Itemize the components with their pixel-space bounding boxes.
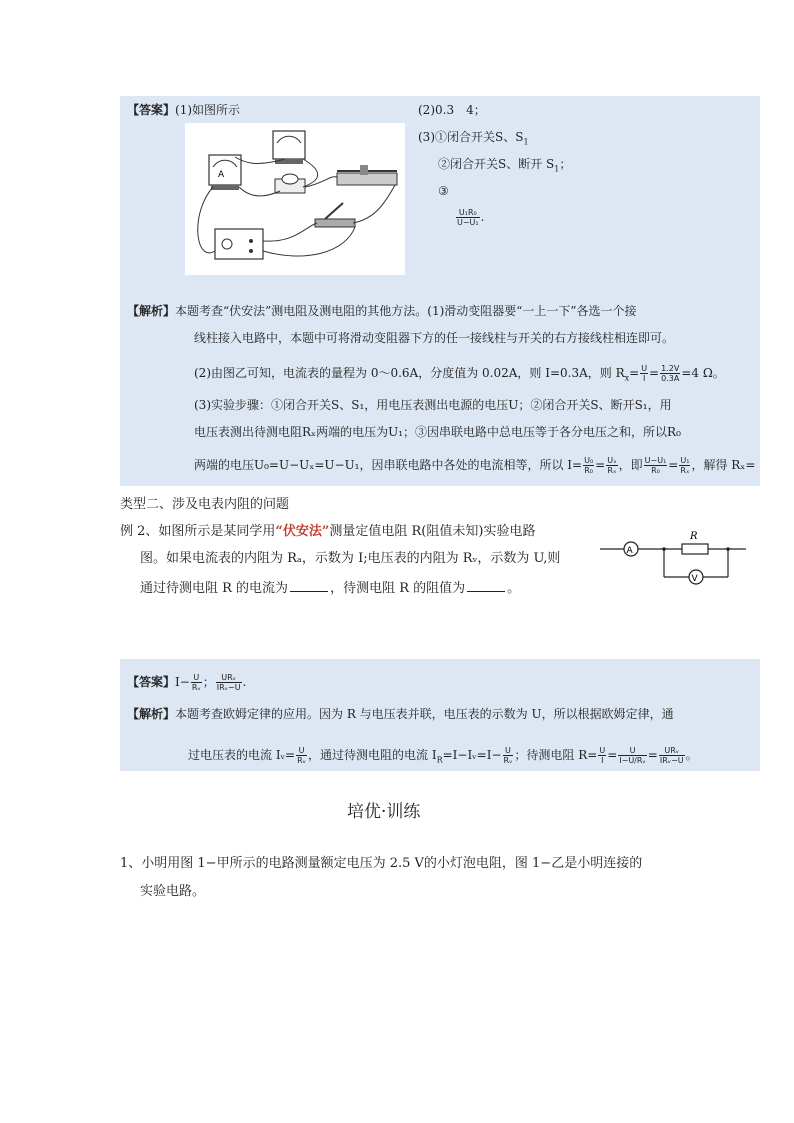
example2-line-1: 例 2、如图所示是某同学用“伏安法”测量定值电阻 R(阻值未知)实验电路 bbox=[120, 524, 536, 539]
svg-text:A: A bbox=[218, 170, 225, 180]
analysis-line-6: 两端的电压U₀=U−Uₓ=U−U₁，因串联电路中各处的电流相等，所以 I= $\frac{\text{U₀}}{\text{R₀}}$ = $\frac{\text{Uₓ}}{\text{Rₓ}}$ ，即 $\frac{\text{U−U₁}}{\text{R₀}}$ = $\frac{\text{U₁}}{\text{Rₓ}}$ ，解得 Rₓ= bbox=[194, 456, 756, 475]
answer-item-3b: ②闭合开关S、断开 $S_1$； bbox=[438, 157, 572, 174]
section-title: 培优·训练 bbox=[347, 802, 421, 822]
resistor-label: R bbox=[690, 531, 698, 542]
example2-line-3: 通过待测电阻 R 的电流为 ，待测电阻 R 的阻值为 。 bbox=[140, 581, 521, 596]
analysis-line-5: 电压表测出待测电阻Rₓ两端的电压为U₁；③因串联电路中总电压等于各分电压之和，所以R₀ bbox=[194, 425, 681, 439]
answer-blank-current[interactable] bbox=[290, 580, 328, 592]
answer-item-3c: ③ bbox=[438, 184, 449, 198]
analysis2-line-1: 【解析】本题考查欧姆定律的应用。因为 R 与电压表并联，电压表的示数为 U，所以根据欧姆定律，通 bbox=[127, 707, 674, 721]
answer-item-2: (2)0.3 4； bbox=[418, 103, 486, 117]
analysis-line-2: 线柱接入电路中，本题中可将滑动变阻器下方的任一接线柱与开关的右方接线柱相连即可。 bbox=[194, 331, 675, 345]
analysis2-line-2: 过电压表的电流 Iᵥ= $\frac{U}{\text{Rᵥ}}$ ，通过待测电阻的电流 $I_R=I-Iᵥ=I-$ $\frac{U}{\text{Rᵥ}}$ ；待测电阻 R= $\frac{U}{I}$ = $\frac{U}{\text{I−U/Rᵥ}}$ = $\frac{\text{URᵥ}}{\text{IRᵥ−U}}$ 。 bbox=[188, 746, 698, 765]
circuit-diagram bbox=[598, 528, 748, 590]
analysis-line-3: (2)由图乙可知，电流表的量程为 0～0.6A，分度值为 0.02A，则 I=0.3A，则 $R_x=$ $\frac{U}{I}$ = $\frac{1.2V}{0.3A}$ =4 Ω。 bbox=[194, 364, 725, 383]
type2-title: 类型二、涉及电表内阻的问题 bbox=[120, 497, 290, 512]
example2-line-2: 图。如果电流表的内阻为 Rₐ，示数为 I;电压表的内阻为 Rᵥ，示数为 U,则 bbox=[140, 551, 561, 566]
answer2-line: 【答案】I− $\frac{U}{\text{Rᵥ}}$ ； $\frac{\text{URᵥ}}{\text{IRᵥ−U}}$ . bbox=[127, 673, 247, 692]
analysis-line-4: (3)实验步骤：①闭合开关S、S₁，用电压表测出电源的电压U；②闭合开关S、断开S₁，用 bbox=[194, 398, 672, 412]
answer-item-3a: (3)①闭合开关S、$S_1$ bbox=[418, 130, 529, 147]
circuit-photo bbox=[185, 123, 405, 275]
question1-line-1: 1、小明用图 1−甲所示的电路测量额定电压为 2.5 V的小灯泡电阻，图 1−乙是小明连接的 bbox=[120, 856, 643, 871]
answer-blank-resistance[interactable] bbox=[467, 580, 505, 592]
answer-fraction: $\frac{\text{U₁R₀}}{\text{U−U₁}}$ . bbox=[457, 208, 485, 227]
voltmeter-symbol: V bbox=[691, 574, 698, 584]
analysis-line-1: 【解析】本题考查“伏安法”测电阻及测电阻的其他方法。(1)滑动变阻器要“一上一下”各选一个接 bbox=[127, 304, 637, 318]
question1-line-2: 实验电路。 bbox=[140, 884, 206, 899]
answer-label: 【答案】(1)如图所示 bbox=[127, 103, 241, 117]
ammeter-symbol: A bbox=[626, 546, 633, 556]
